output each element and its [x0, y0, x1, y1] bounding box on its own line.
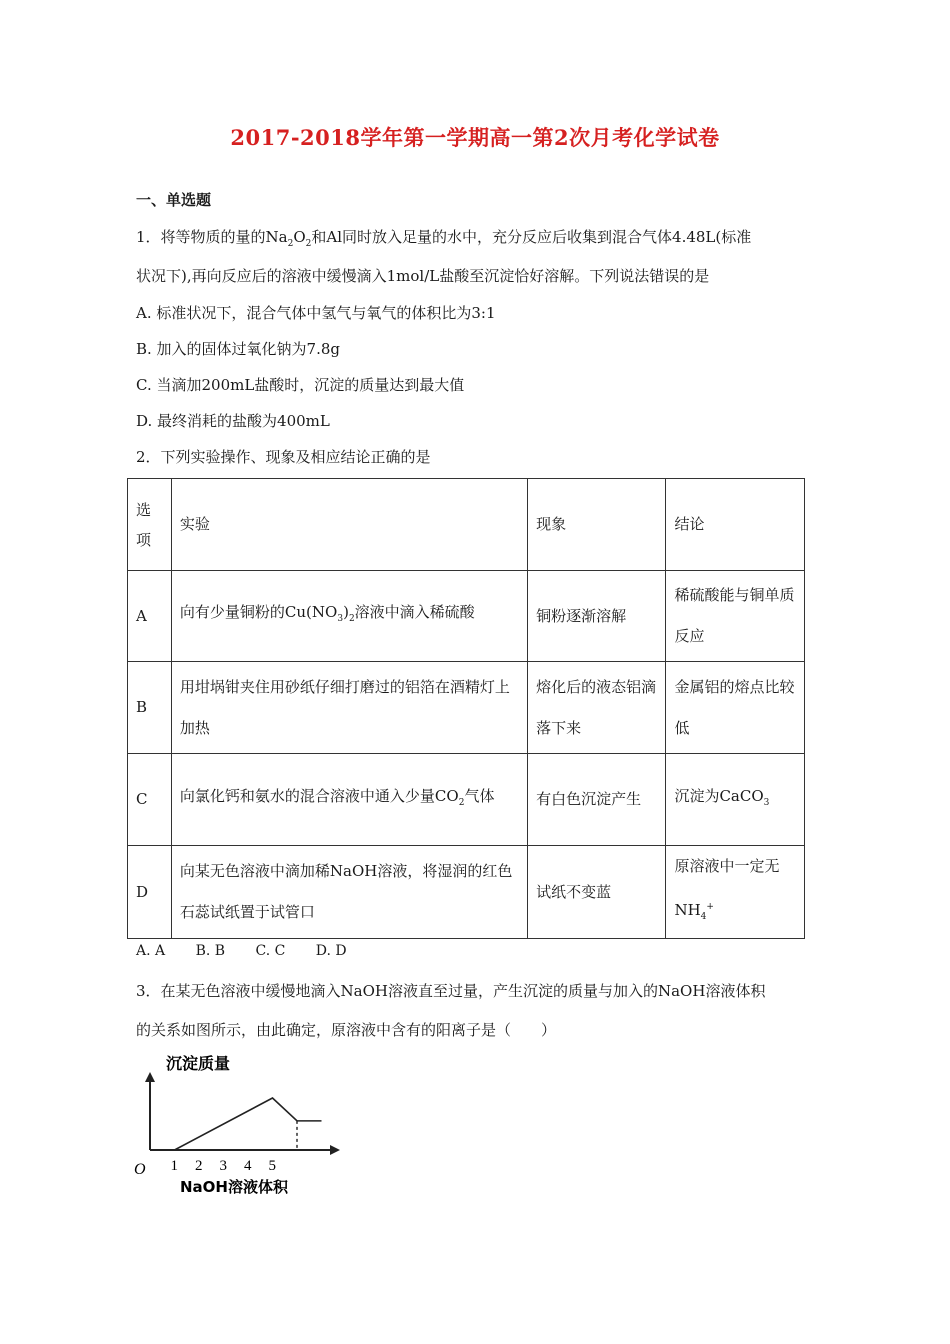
page-title: 2017-2018学年第一学期高一第2次月考化学试卷 — [230, 125, 720, 150]
table-header-row — [128, 479, 805, 571]
x-tick-label: 1 — [170, 1158, 178, 1174]
y-axis-label: 沉淀质量 — [166, 1054, 231, 1073]
x-tick-label: 5 — [268, 1158, 276, 1174]
header-option: 选项 — [128, 479, 172, 571]
q1-option-a: A. 标准状况下，混合气体中氢气与氧气的体积比为3:1 — [136, 304, 496, 322]
q2-options — [136, 943, 373, 959]
q2-option-d: D. D — [315, 943, 347, 959]
table-row — [128, 846, 805, 939]
x-tick-labels — [171, 1158, 277, 1174]
row-experiment: 向某无色溶液中滴加稀NaOH溶液，将湿润的红色石蕊试纸置于试管口 — [171, 846, 527, 939]
row-experiment: 向有少量铜粉的$Cu(NO_3)_2$溶液中滴入稀硫酸 — [171, 571, 527, 662]
q2-table — [127, 478, 805, 939]
header-conclusion: 结论 — [666, 479, 805, 571]
header-experiment: 实验 — [171, 479, 527, 571]
row-conclusion: 金属铝的熔点比较低 — [666, 662, 805, 754]
q1-option-c: C. 当滴加200mL盐酸时，沉淀的质量达到最大值 — [136, 376, 465, 394]
x-axis-label: NaOH溶液体积 — [180, 1178, 288, 1196]
x-tick-label: 4 — [244, 1158, 252, 1174]
row-conclusion: 原溶液中一定无$NH_4^+$ — [666, 846, 805, 939]
row-experiment: 向氯化钙和氨水的混合溶液中通入少量$CO_2$气体 — [171, 754, 527, 846]
q3-line-2: 的关系如图所示，由此确定，原溶液中含有的阳离子是（ ） — [136, 1021, 557, 1039]
table-row — [128, 571, 805, 662]
row-conclusion: 稀硫酸能与铜单质反应 — [666, 571, 805, 662]
row-phenomenon: 有白色沉淀产生 — [528, 754, 666, 846]
row-phenomenon: 熔化后的液态铝滴落下来 — [528, 662, 666, 754]
q2-stem: 2．下列实验操作、现象及相应结论正确的是 — [136, 448, 431, 466]
q1-line-1: 1．将等物质的量的$Na_2O_2$和Al同时放入足量的水中，充分反应后收集到混合气体4.48L(标准 — [136, 228, 752, 249]
x-tick-label: 3 — [219, 1158, 227, 1174]
plot-area — [175, 1098, 322, 1150]
row-experiment: 用坩埚钳夹住用砂纸仔细打磨过的铝箔在酒精灯上加热 — [171, 662, 527, 754]
q2-option-a: A. A — [136, 943, 166, 959]
row-option: A — [128, 571, 172, 662]
y-axis-arrow — [145, 1072, 155, 1082]
x-tick-label: 2 — [195, 1158, 203, 1174]
x-axis-arrow — [330, 1145, 340, 1155]
q1-option-b: B. 加入的固体过氧化钠为7.8g — [136, 340, 341, 358]
row-option: D — [128, 846, 172, 939]
row-conclusion: 沉淀为CaCO$_3$ — [666, 754, 805, 846]
row-option: B — [128, 662, 172, 754]
q1-line-2: 状况下),再向反应后的溶液中缓慢滴入1mol/L盐酸至沉淀恰好溶解。下列说法错误的是 — [136, 267, 710, 285]
section-heading: 一、单选题 — [136, 191, 212, 209]
table-row — [128, 754, 805, 846]
precipitate-chart — [128, 1050, 358, 1200]
row-phenomenon: 试纸不变蓝 — [528, 846, 666, 939]
row-option: C — [128, 754, 172, 846]
origin-label: O — [134, 1161, 146, 1178]
q1-option-d: D. 最终消耗的盐酸为400mL — [136, 412, 330, 430]
series-line — [175, 1098, 322, 1150]
header-phenomenon: 现象 — [528, 479, 666, 571]
q2-option-b: B. B — [195, 943, 226, 959]
table-row — [128, 662, 805, 754]
q2-option-c: C. C — [255, 943, 286, 959]
q3-line-1: 3．在某无色溶液中缓慢地滴入NaOH溶液直至过量，产生沉淀的质量与加入的NaOH溶液体积 — [136, 982, 766, 1000]
row-phenomenon: 铜粉逐渐溶解 — [528, 571, 666, 662]
